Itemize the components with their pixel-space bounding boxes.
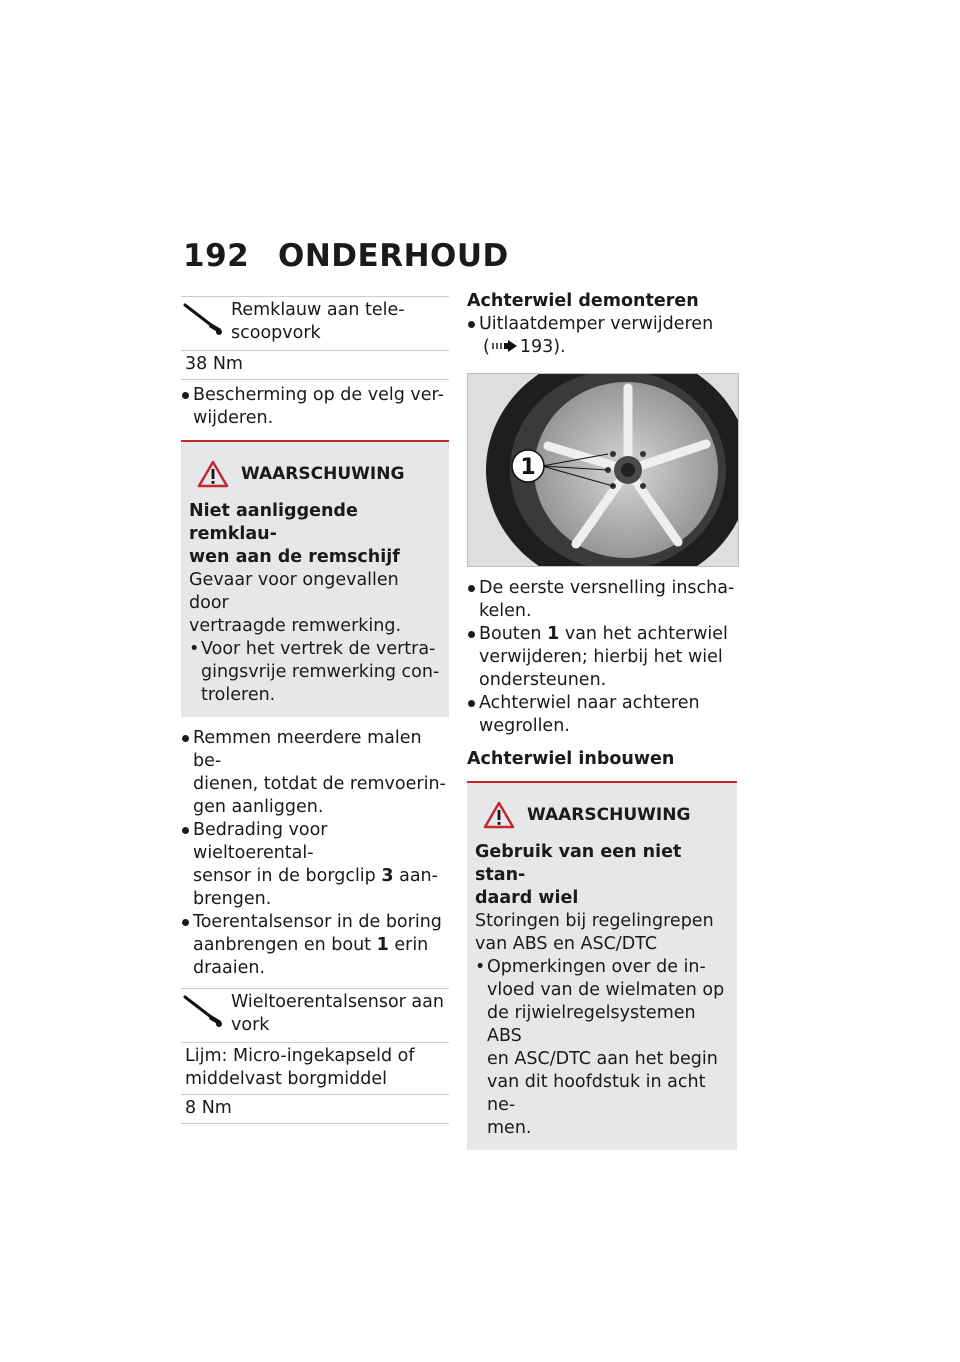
section-heading: Achterwiel inbouwen: [467, 749, 675, 769]
warning-triangle-icon: [483, 801, 515, 829]
torque-wrench-icon: [181, 299, 231, 346]
torque-label: Remklauw aan tele- scoopvork: [231, 300, 405, 343]
photo-label: 1: [520, 455, 536, 480]
warning-title: Niet aanliggende remklau- wen aan de remschijf: [189, 501, 400, 567]
warning-text: Gevaar voor ongevallen door vertraagde remwerking.: [189, 570, 402, 636]
torque-table-brake-caliper: [181, 296, 449, 380]
warning-title: Gebruik van een niet stan- daard wiel: [475, 842, 682, 908]
warning-heading: WAARSCHUWING: [527, 804, 691, 825]
torque-label: Wieltoerentalsensor aan vork: [231, 992, 444, 1035]
warning-list-item: • Opmerkingen over de in- vloed van de wielmaten op de rijwielregelsystemen ABS en ASC/DTC aan het begin van dit hoofdstuk in acht ne- men.: [475, 956, 729, 1140]
torque-value: 38 Nm: [185, 354, 243, 374]
warning-triangle-icon: [197, 460, 229, 488]
warning-list-item: • Voor het vertrek de vertra- gingsvrije remwerking con- troleren.: [189, 638, 441, 707]
torque-adhesive: Lijm: Micro-ingekapseld of middelvast borgmiddel: [181, 1043, 449, 1095]
list-item: Remmen meerdere malen be- dienen, totdat de remvoerin- gen aanliggen.: [181, 727, 449, 819]
section-heading: Achterwiel demonteren: [467, 291, 699, 311]
page-header: [183, 238, 509, 274]
list-item: Uitlaatdemper verwijderen ( 193).: [467, 313, 737, 359]
list-item: Achterwiel naar achteren wegrollen.: [467, 692, 737, 738]
list-item: Bedrading voor wieltoerental- sensor in de borgclip 3 aan- brengen.: [181, 819, 449, 911]
arrow-reference-icon: [492, 340, 518, 352]
warning-box: [181, 440, 449, 717]
list-item: Bouten 1 van het achterwiel verwijderen; hierbij het wiel ondersteunen.: [467, 623, 737, 692]
torque-wrench-icon: [181, 991, 231, 1038]
left-column: [181, 296, 449, 1128]
right-column: [467, 290, 737, 1160]
warning-heading: WAARSCHUWING: [241, 463, 405, 484]
list-item: Bescherming op de velg ver- wijderen.: [181, 384, 449, 430]
page-number: 192: [183, 238, 250, 274]
torque-value: 8 Nm: [185, 1098, 232, 1118]
page-title: ONDERHOUD: [278, 238, 509, 274]
warning-text: Storingen bij regelingrepen van ABS en ASC/DTC: [475, 911, 714, 954]
rear-wheel-photo: [467, 373, 739, 567]
list-item: De eerste versnelling inscha- kelen.: [467, 577, 737, 623]
torque-table-wheel-sensor: [181, 988, 449, 1124]
list-item: Toerentalsensor in de boring aanbrengen en bout 1 erin draaien.: [181, 911, 449, 980]
warning-box: [467, 781, 737, 1150]
